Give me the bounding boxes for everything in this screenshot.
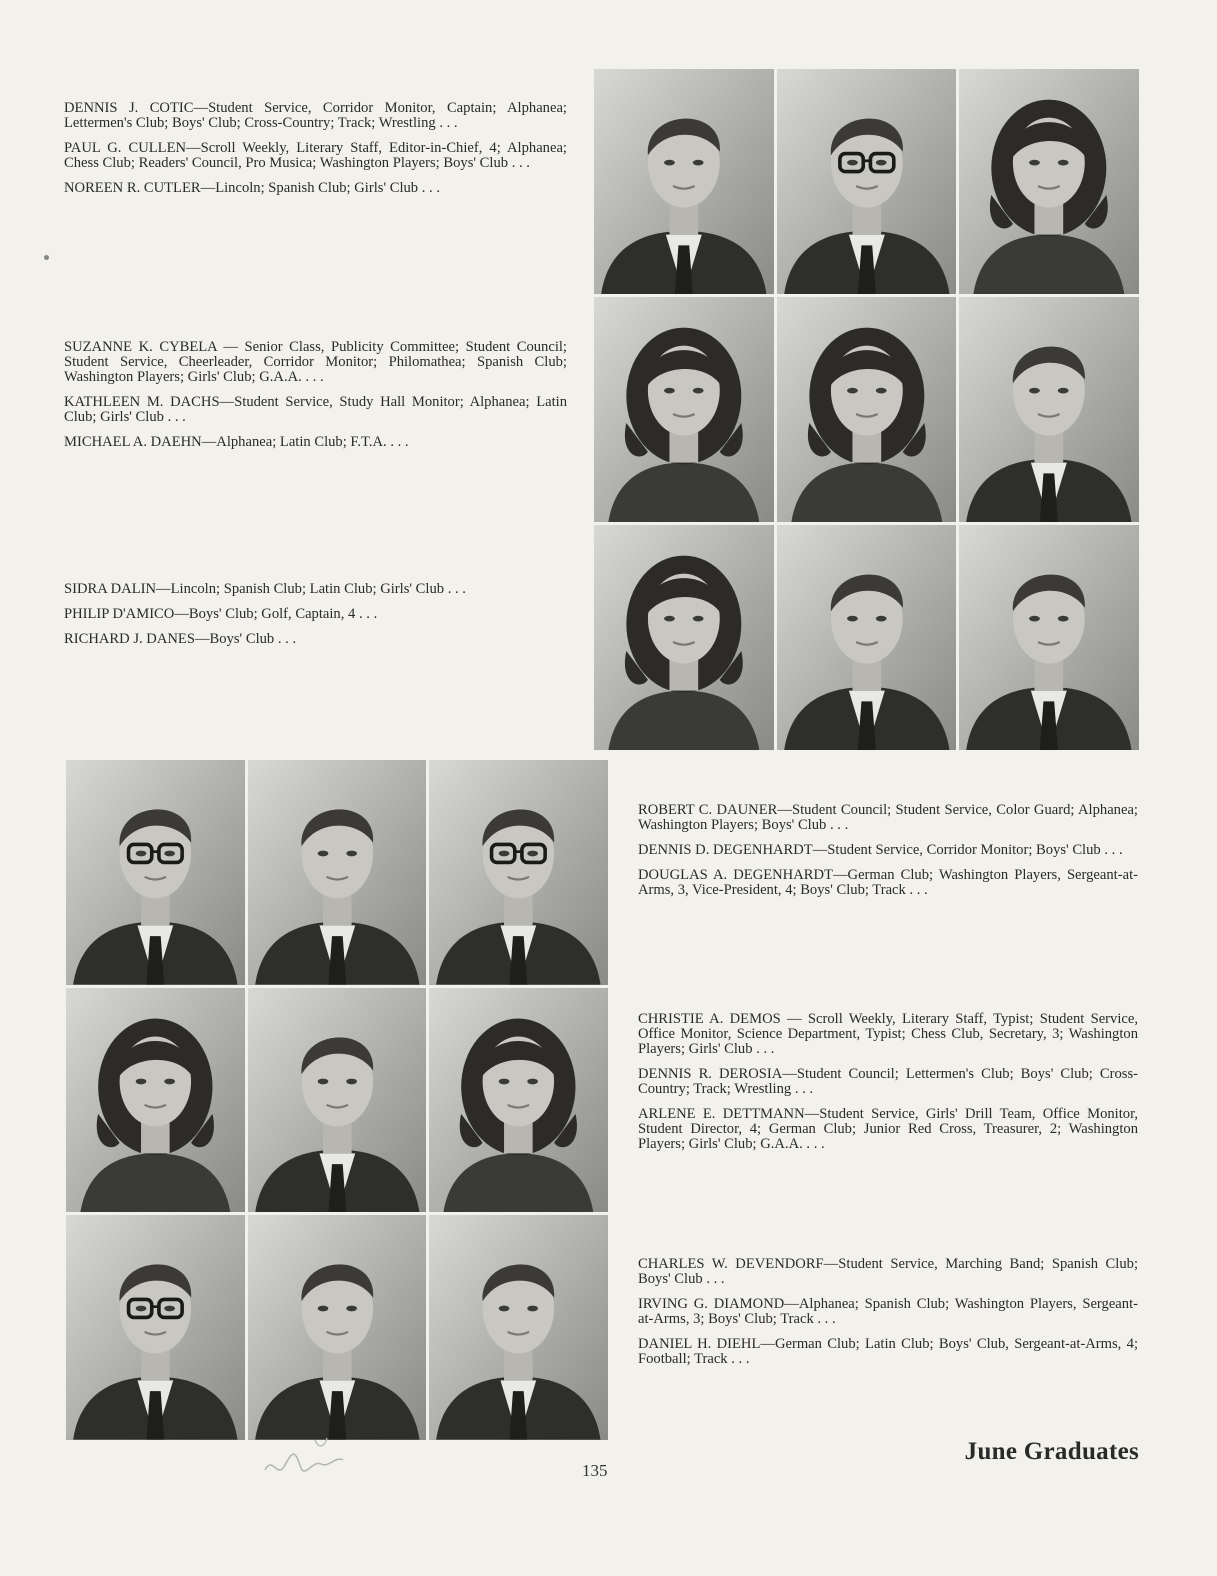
handwritten-signature: [255, 1420, 395, 1490]
student-bio: DANIEL H. DIEHL—German Club; Latin Club; Boys' Club, Sergeant-at-Arms, 4; Football; Track . . .: [638, 1336, 1138, 1367]
student-portrait-photo: [777, 69, 957, 294]
student-portrait-photo: [429, 988, 608, 1213]
student-bio: NOREEN R. CUTLER—Lincoln; Spanish Club; Girls' Club . . .: [64, 180, 440, 196]
student-bio: DENNIS D. DEGENHARDT—Student Service, Corridor Monitor; Boys' Club . . .: [638, 842, 1123, 858]
student-bio: SIDRA DALIN—Lincoln; Spanish Club; Latin Club; Girls' Club . . .: [64, 581, 466, 597]
stray-mark: [44, 255, 49, 260]
photo-grid-bottom: [66, 760, 608, 1440]
student-bio: ROBERT C. DAUNER—Student Council; Student Service, Color Guard; Alphanea; Washington Players; Boys' Club . . .: [638, 802, 1138, 833]
student-bio: IRVING G. DIAMOND—Alphanea; Spanish Club; Washington Players, Sergeant-at-Arms, 3; Boys' Club; Track . . .: [638, 1296, 1138, 1327]
student-portrait-photo: [248, 1215, 427, 1440]
student-bio: DENNIS J. COTIC—Student Service, Corridor Monitor, Captain; Alphanea; Lettermen's Club; Boys' Club; Cross-Country; Track; Wrestling . . .: [64, 100, 567, 131]
student-portrait-photo: [959, 297, 1139, 522]
student-portrait-photo: [248, 988, 427, 1213]
student-bio: MICHAEL A. DAEHN—Alphanea; Latin Club; F.T.A. . . .: [64, 434, 409, 450]
student-portrait-photo: [777, 525, 957, 750]
bios-group-1: [64, 101, 567, 206]
student-portrait-photo: [429, 760, 608, 985]
bios-group-5: [638, 1012, 1138, 1162]
student-bio: PHILIP D'AMICO—Boys' Club; Golf, Captain, 4 . . .: [64, 606, 378, 622]
student-portrait-photo: [777, 297, 957, 522]
bios-group-3: [64, 582, 567, 657]
photo-grid-top: [594, 69, 1139, 750]
student-bio: CHRISTIE A. DEMOS — Scroll Weekly, Literary Staff, Typist; Student Service, Office Monitor, Science Department, Typist; Chess Club, Secretary, 3; Washington Players; Girls' Club . . .: [638, 1011, 1138, 1057]
student-bio: DENNIS R. DEROSIA—Student Council; Lettermen's Club; Boys' Club; Cross-Country; Track; Wrestling . . .: [638, 1066, 1138, 1097]
student-portrait-photo: [594, 297, 774, 522]
bios-group-2: [64, 340, 567, 460]
student-portrait-photo: [959, 525, 1139, 750]
bios-group-4: [638, 803, 1138, 908]
bios-group-6: [638, 1257, 1138, 1377]
student-portrait-photo: [66, 760, 245, 985]
student-bio: CHARLES W. DEVENDORF—Student Service, Marching Band; Spanish Club; Boys' Club . . .: [638, 1256, 1138, 1287]
page-number: 135: [582, 1461, 608, 1480]
student-portrait-photo: [429, 1215, 608, 1440]
student-portrait-photo: [248, 760, 427, 985]
student-portrait-photo: [959, 69, 1139, 294]
student-portrait-photo: [66, 1215, 245, 1440]
student-bio: ARLENE E. DETTMANN—Student Service, Girls' Drill Team, Office Monitor, Student Director, 4; German Club; Junior Red Cross, Treasurer, 2; Washington Players; Girls' Club; G.A.A. . . .: [638, 1106, 1138, 1152]
student-portrait-photo: [594, 525, 774, 750]
section-title: June Graduates: [964, 1438, 1139, 1465]
student-bio: PAUL G. CULLEN—Scroll Weekly, Literary Staff, Editor-in-Chief, 4; Alphanea; Chess Club; Readers' Council, Pro Musica; Washington Players; Boys' Club . . .: [64, 140, 567, 171]
student-bio: DOUGLAS A. DEGENHARDT—German Club; Washington Players, Sergeant-at-Arms, 3, Vice-President, 4; Boys' Club; Track . . .: [638, 867, 1138, 898]
student-portrait-photo: [594, 69, 774, 294]
student-bio: KATHLEEN M. DACHS—Student Service, Study Hall Monitor; Alphanea; Latin Club; Girls' Club . . .: [64, 394, 567, 425]
student-portrait-photo: [66, 988, 245, 1213]
student-bio: SUZANNE K. CYBELA — Senior Class, Publicity Committee; Student Council; Student Service, Cheerleader, Corridor Monitor; Philomathea; Spanish Club; Washington Players; Girls' Club; G.A.A. . . .: [64, 339, 567, 385]
student-bio: RICHARD J. DANES—Boys' Club . . .: [64, 631, 297, 647]
